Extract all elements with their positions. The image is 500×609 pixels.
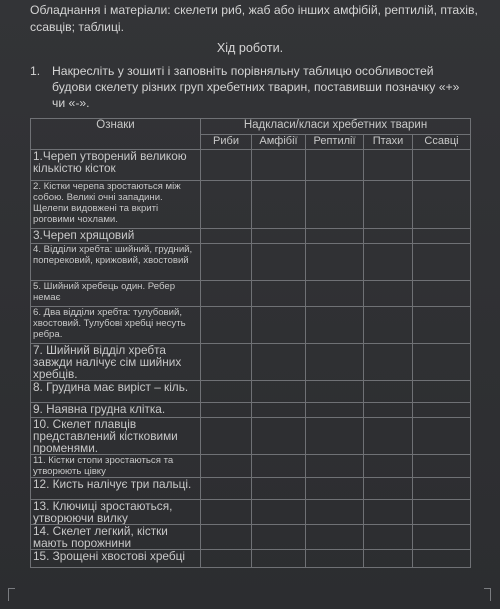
answer-cell[interactable] [364, 418, 413, 455]
answer-cell[interactable] [413, 455, 471, 478]
answer-cell[interactable] [201, 381, 252, 403]
answer-cell[interactable] [364, 478, 413, 500]
answer-cell[interactable] [413, 550, 471, 568]
row-label-7: 7. Шийний відділ хребта завжди налічує сім шийних хребців. [31, 344, 201, 381]
answer-cell[interactable] [201, 478, 252, 500]
answer-cell[interactable] [364, 550, 413, 568]
answer-cell[interactable] [252, 244, 306, 281]
answer-cell[interactable] [413, 381, 471, 403]
table-row [31, 500, 471, 525]
answer-cell[interactable] [413, 307, 471, 344]
procedure-heading: Хід роботи. [216, 41, 284, 55]
answer-cell[interactable] [364, 344, 413, 381]
task-number: 1. [30, 64, 41, 78]
answer-cell[interactable] [413, 344, 471, 381]
answer-cell[interactable] [364, 525, 413, 550]
answer-cell[interactable] [252, 229, 306, 244]
answer-cell[interactable] [364, 229, 413, 244]
answer-cell[interactable] [306, 181, 364, 229]
answer-cell[interactable] [413, 500, 471, 525]
row-label-11: 11. Кістки стопи зростаються та утворюють цівку [31, 455, 201, 478]
column-header-1: Риби [201, 135, 252, 150]
answer-cell[interactable] [306, 150, 364, 181]
table-row [31, 244, 471, 281]
header-vertebrate-classes: Надкласи/класи хребетних тварин [201, 119, 471, 135]
answer-cell[interactable] [306, 455, 364, 478]
answer-cell[interactable] [364, 281, 413, 307]
answer-cell[interactable] [306, 344, 364, 381]
answer-cell[interactable] [201, 150, 252, 181]
table-row [31, 418, 471, 455]
page-corner-mark-right [484, 588, 491, 601]
page-corner-mark-left [8, 588, 15, 601]
answer-cell[interactable] [413, 525, 471, 550]
comparison-table [30, 118, 471, 568]
answer-cell[interactable] [364, 181, 413, 229]
answer-cell[interactable] [252, 150, 306, 181]
answer-cell[interactable] [413, 229, 471, 244]
answer-cell[interactable] [413, 181, 471, 229]
answer-cell[interactable] [201, 281, 252, 307]
row-label-6: 6. Два відділи хребта: тулубовий, хвостовий. Тулубові хребці несуть ребра. [31, 307, 201, 344]
answer-cell[interactable] [252, 281, 306, 307]
answer-cell[interactable] [252, 455, 306, 478]
row-label-5: 5. Шийний хребець один. Ребер немає [31, 281, 201, 307]
answer-cell[interactable] [201, 455, 252, 478]
table-body [31, 150, 471, 568]
answer-cell[interactable] [201, 307, 252, 344]
row-label-3: 3.Череп хрящовий [31, 229, 201, 244]
answer-cell[interactable] [306, 403, 364, 418]
answer-cell[interactable] [252, 525, 306, 550]
answer-cell[interactable] [252, 344, 306, 381]
answer-cell[interactable] [364, 244, 413, 281]
table-row [31, 478, 471, 500]
answer-cell[interactable] [306, 500, 364, 525]
table-row [31, 150, 471, 181]
answer-cell[interactable] [306, 244, 364, 281]
answer-cell[interactable] [306, 229, 364, 244]
table-row [31, 307, 471, 344]
column-header-2: Амфібії [252, 135, 306, 150]
answer-cell[interactable] [201, 550, 252, 568]
table-row [31, 525, 471, 550]
answer-cell[interactable] [306, 550, 364, 568]
answer-cell[interactable] [413, 281, 471, 307]
answer-cell[interactable] [252, 550, 306, 568]
table-row [31, 455, 471, 478]
answer-cell[interactable] [252, 403, 306, 418]
column-header-3: Рептилії [306, 135, 364, 150]
answer-cell[interactable] [306, 281, 364, 307]
task-text: Накресліть у зошиті і заповніть порівняльну таблицю особливостей будови скелету різних груп хребетних тварин, поставивши позначку «+» чи «-». [52, 64, 460, 110]
answer-cell[interactable] [413, 244, 471, 281]
materials-paragraph: Обладнання і матеріали: скелети риб, жаб або інших амфібій, рептилій, птахів, ссавців; таблиці. [30, 3, 478, 34]
answer-cell[interactable] [364, 307, 413, 344]
row-label-9: 9. Наявна грудна клітка. [31, 403, 201, 418]
row-label-14: 14. Скелет легкий, кістки мають порожнини [31, 525, 201, 550]
table-row [31, 403, 471, 418]
row-label-13: 13. Ключиці зростаються, утворюючи вилку [31, 500, 201, 525]
answer-cell[interactable] [306, 381, 364, 403]
answer-cell[interactable] [364, 500, 413, 525]
answer-cell[interactable] [252, 307, 306, 344]
answer-cell[interactable] [413, 418, 471, 455]
answer-cell[interactable] [201, 525, 252, 550]
row-label-12: 12. Кисть налічує три пальці. [31, 478, 201, 500]
row-label-4: 4. Відділи хребта: шийний, грудний, поперековий, крижовий, хвостовий [31, 244, 201, 281]
answer-cell[interactable] [306, 525, 364, 550]
answer-cell[interactable] [201, 244, 252, 281]
answer-cell[interactable] [201, 500, 252, 525]
answer-cell[interactable] [201, 418, 252, 455]
answer-cell[interactable] [306, 418, 364, 455]
row-label-1: 1.Череп утворений великою кількістю кісток [31, 150, 201, 181]
answer-cell[interactable] [201, 229, 252, 244]
row-label-10: 10. Скелет плавців представлений кістковими променями. [31, 418, 201, 455]
answer-cell[interactable] [364, 150, 413, 181]
answer-cell[interactable] [252, 181, 306, 229]
answer-cell[interactable] [364, 381, 413, 403]
answer-cell[interactable] [252, 478, 306, 500]
answer-cell[interactable] [252, 500, 306, 525]
answer-cell[interactable] [252, 381, 306, 403]
table-row [31, 344, 471, 381]
header-signs: Ознаки [31, 119, 201, 150]
answer-cell[interactable] [201, 181, 252, 229]
answer-cell[interactable] [413, 403, 471, 418]
row-label-15: 15. Зрощені хвостові хребці [31, 550, 201, 568]
answer-cell[interactable] [413, 150, 471, 181]
answer-cell[interactable] [306, 307, 364, 344]
answer-cell[interactable] [201, 403, 252, 418]
answer-cell[interactable] [306, 478, 364, 500]
column-header-5: Ссавці [413, 135, 471, 150]
table-row [31, 281, 471, 307]
row-label-8: 8. Грудина має виріст – кіль. [31, 381, 201, 403]
answer-cell[interactable] [413, 478, 471, 500]
column-header-4: Птахи [364, 135, 413, 150]
answer-cell[interactable] [364, 455, 413, 478]
answer-cell[interactable] [252, 418, 306, 455]
table-row [31, 381, 471, 403]
answer-cell[interactable] [364, 403, 413, 418]
answer-cell[interactable] [201, 344, 252, 381]
table-row [31, 229, 471, 244]
table-row [31, 550, 471, 568]
row-label-2: 2. Кістки черепа зростаються між собою. Великі очні западини. Щелепи видовжені та вкриті роговими чохлами. [31, 181, 201, 229]
table-row [31, 181, 471, 229]
